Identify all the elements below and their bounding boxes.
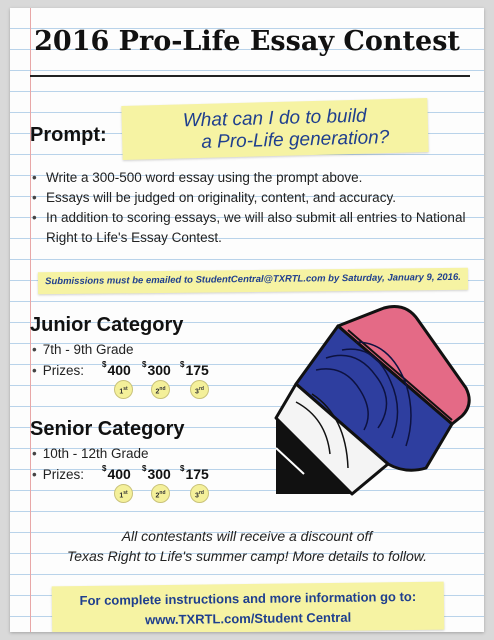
junior-prize-second: $300 [142, 360, 171, 378]
prompt-line-2: a Pro-Life generation? [201, 127, 390, 153]
junior-prizes-label: • Prizes: [32, 363, 84, 378]
pencil-icon [256, 298, 476, 518]
senior-prizes-label-text: Prizes: [42, 467, 84, 482]
footer-instructions: For complete instructions and more information go to: [79, 588, 417, 609]
senior-prize-third: $175 [180, 464, 209, 482]
flyer-paper [10, 8, 484, 632]
page-title: 2016 Pro-Life Essay Contest [34, 26, 460, 57]
senior-prizes-label: • Prizes: [32, 467, 84, 482]
senior-second-place-badge: 2nd [151, 484, 170, 503]
senior-grades: • 10th - 12th Grade [32, 446, 149, 461]
senior-category-title: Senior Category [30, 418, 185, 440]
rule-item: • Write a 300-500 word essay using the prompt above. [32, 168, 482, 188]
closing-line-2: Texas Right to Life's summer camp! More details to follow. [66, 548, 428, 564]
prompt-line-1: What can I do to build [182, 105, 367, 132]
junior-first-place-badge: 1st [114, 380, 133, 399]
senior-third-place-badge: 3rd [190, 484, 209, 503]
senior-prize-first: $400 [102, 464, 131, 482]
submission-tape [38, 268, 468, 295]
junior-grades-text: 7th - 9th Grade [42, 342, 134, 357]
title-underline [30, 75, 470, 77]
junior-second-place-badge: 2nd [151, 380, 170, 399]
senior-grades-text: 10th - 12th Grade [42, 446, 149, 461]
junior-prize-first: $400 [102, 360, 131, 378]
junior-category-title: Junior Category [30, 314, 184, 336]
junior-prizes-label-text: Prizes: [42, 363, 84, 378]
rule-item: • In addition to scoring essays, we will also submit all entries to National Right to Life's Essay Contest. [32, 208, 482, 248]
rule-item: • Essays will be judged on originality, content, and accuracy. [32, 188, 482, 208]
senior-prize-second: $300 [142, 464, 171, 482]
closing-line-1: All contestants will receive a discount off [121, 528, 373, 544]
rules-list [32, 168, 482, 248]
footer-tape [52, 582, 445, 632]
footer-website-link[interactable]: www.TXRTL.com/Student Central [144, 609, 352, 628]
junior-third-place-badge: 3rd [190, 380, 209, 399]
junior-prize-third: $175 [180, 360, 209, 378]
closing-message [10, 526, 484, 566]
prompt-question [122, 104, 429, 156]
prompt-label: Prompt: [30, 124, 107, 146]
junior-grades: • 7th - 9th Grade [32, 342, 134, 357]
submission-note: Submissions must be emailed to StudentCentral@TXRTL.com by Saturday, January 9, 2016. [45, 271, 461, 288]
prompt-tape [121, 98, 428, 160]
senior-first-place-badge: 1st [114, 484, 133, 503]
